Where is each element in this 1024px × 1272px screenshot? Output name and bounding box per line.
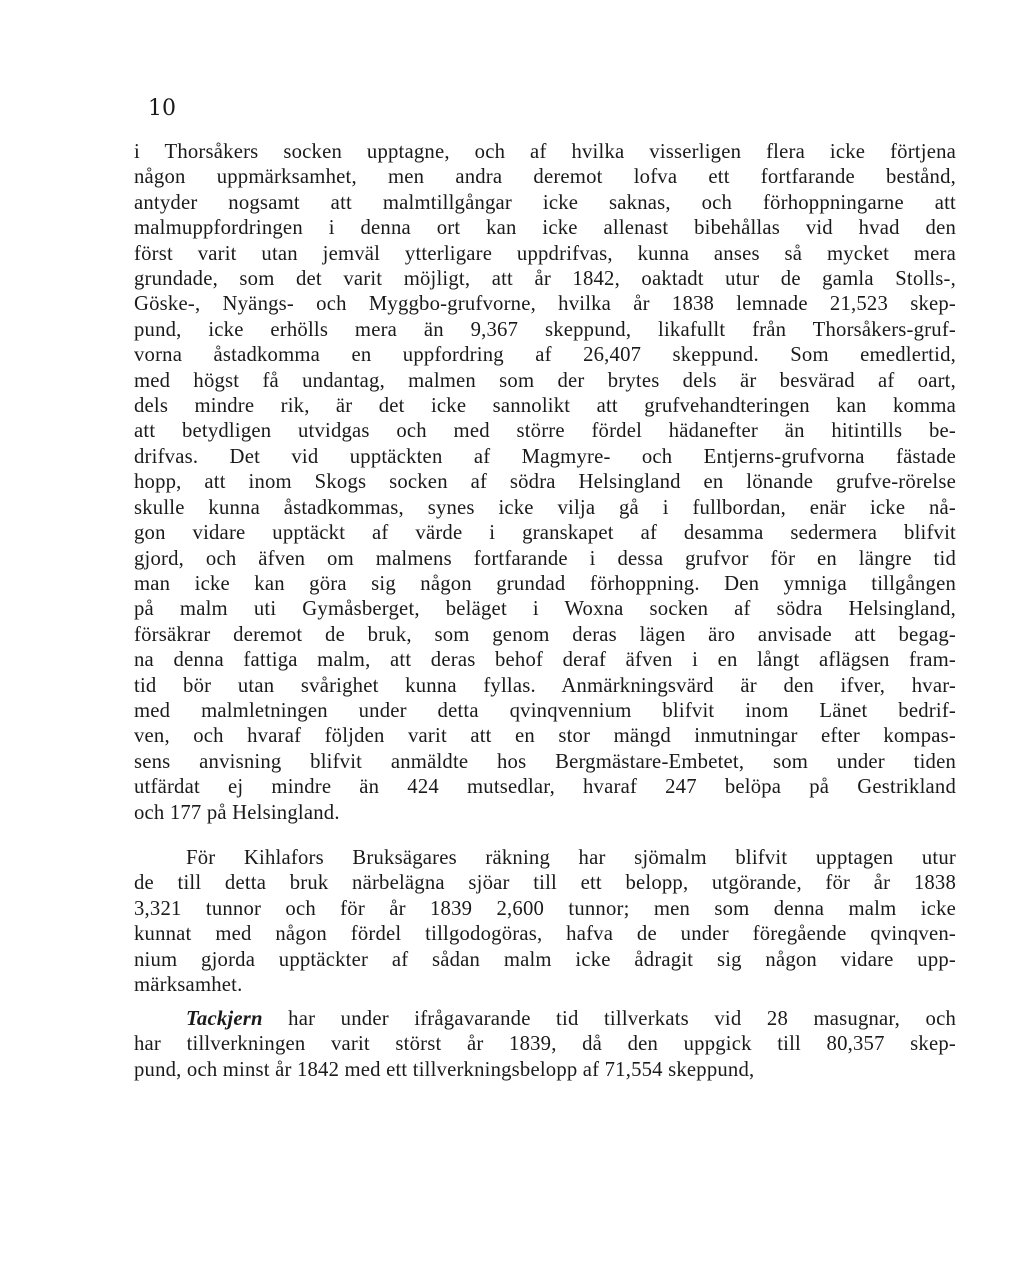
text-line: sens anvisning blifvit anmäldte hos Bergmästare-Embetet, som under tiden — [134, 750, 956, 773]
text-line: man icke kan göra sig någon grundad förhoppning. Den ymniga tillgången — [134, 572, 956, 595]
paragraph-3 — [134, 1007, 956, 1083]
text-line: märksamhet. — [134, 974, 243, 997]
text-line: antyder nogsamt att malmtillgångar icke saknas, och förhoppningarne att — [134, 191, 956, 214]
text-line: har tillverkningen varit störst år 1839, då den uppgick till 80,357 skep- — [134, 1033, 956, 1056]
paragraph-2 — [134, 846, 956, 998]
text-line: hopp, att inom Skogs socken af södra Helsingland en lönande grufve-rörelse — [134, 471, 956, 494]
text-line: dels mindre rik, är det icke sannolikt att grufvehandteringen kan komma — [134, 395, 956, 418]
paragraph-1 — [134, 140, 956, 826]
text-line: försäkrar deremot de bruk, som genom deras lägen äro anvisade att begag- — [134, 623, 956, 646]
text-line: tid bör utan svårighet kunna fyllas. Anmärkningsvärd är den ifver, hvar- — [134, 674, 956, 697]
text-line: kunnat med någon fördel tillgodogöras, hafva de under föregående qvinqven- — [134, 923, 956, 946]
text-line — [134, 1007, 956, 1032]
text-line: i Thorsåkers socken upptagne, och af hvilka visserligen flera icke förtjena — [134, 141, 956, 163]
text-line: drifvas. Det vid upptäckten af Magmyre- och Entjerns-grufvorna fästade — [134, 445, 956, 468]
text-line: gjord, och äfven om malmens fortfarande i dessa grufvor för en längre tid — [134, 547, 956, 570]
text-line: ven, och hvaraf följden varit att en stor mängd inmutningar efter kompas- — [134, 725, 956, 748]
text-line: 3,321 tunnor och för år 1839 2,600 tunnor; men som denna malm icke — [134, 897, 956, 920]
text-line: de till detta bruk närbelägna sjöar till ett belopp, utgörande, för år 1838 — [134, 872, 956, 895]
text-line: skulle kunna åstadkommas, synes icke vilja gå i fullbordan, enär icke nå- — [134, 496, 956, 519]
text-line: någon uppmärksamhet, men andra deremot lofva ett fortfarande bestånd, — [134, 166, 956, 189]
text-line: och 177 på Helsingland. — [134, 801, 340, 824]
text-line: pund, och minst år 1842 med ett tillverkningsbelopp af 71,554 skeppund, — [134, 1058, 755, 1081]
text-line: med högst få undantag, malmen som der brytes dels är besvärad af oart, — [134, 369, 956, 392]
text-line: på malm uti Gymåsberget, beläget i Woxna socken af södra Helsingland, — [134, 598, 956, 621]
italic-term: Tackjern — [186, 1008, 263, 1030]
text-line: med malmletningen under detta qvinqvennium blifvit inom Länet bedrif- — [134, 699, 956, 722]
text-line: Göske-, Nyängs- och Myggbo-grufvorne, hvilka år 1838 lemnade 21,523 skep- — [134, 293, 956, 316]
text-line: malmuppfordringen i denna ort kan icke allenast bibehållas vid hvad den — [134, 217, 956, 240]
text-line: först varit utan jemväl ytterligare uppdrifvas, kunna anses så mycket mera — [134, 242, 956, 265]
text-line: gon vidare upptäckt af värde i granskapet af desamma sedermera blifvit — [134, 522, 956, 545]
text-line: pund, icke erhölls mera än 9,367 skeppund, likafullt från Thorsåkers-gruf- — [134, 318, 956, 341]
text-line: vorna åstadkomma en uppfordring af 26,407 skeppund. Som emedlertid, — [134, 344, 956, 367]
text-line: utfärdat ej mindre än 424 mutsedlar, hvaraf 247 belöpa på Gestrikland — [134, 776, 956, 799]
text-line: att betydligen utvidgas och med större fördel hädanefter än hitintills be- — [134, 420, 956, 443]
text-line: nium gjorda upptäckter af sådan malm icke ådragit sig någon vidare upp- — [134, 948, 956, 971]
text-line: För Kihlafors Bruksägares räkning har sjömalm blifvit upptagen utur — [186, 847, 956, 869]
page-number: 10 — [148, 96, 176, 121]
text-line: grundade, som det varit möjligt, att år 1842, oaktadt utur de gamla Stolls-, — [134, 268, 956, 291]
text-line: na denna fattiga malm, att deras behof deraf äfven i en långt aflägsen fram- — [134, 649, 956, 672]
text-line-rest: har under ifrågavarande tid tillverkats vid 28 masugnar, och — [262, 1008, 956, 1030]
